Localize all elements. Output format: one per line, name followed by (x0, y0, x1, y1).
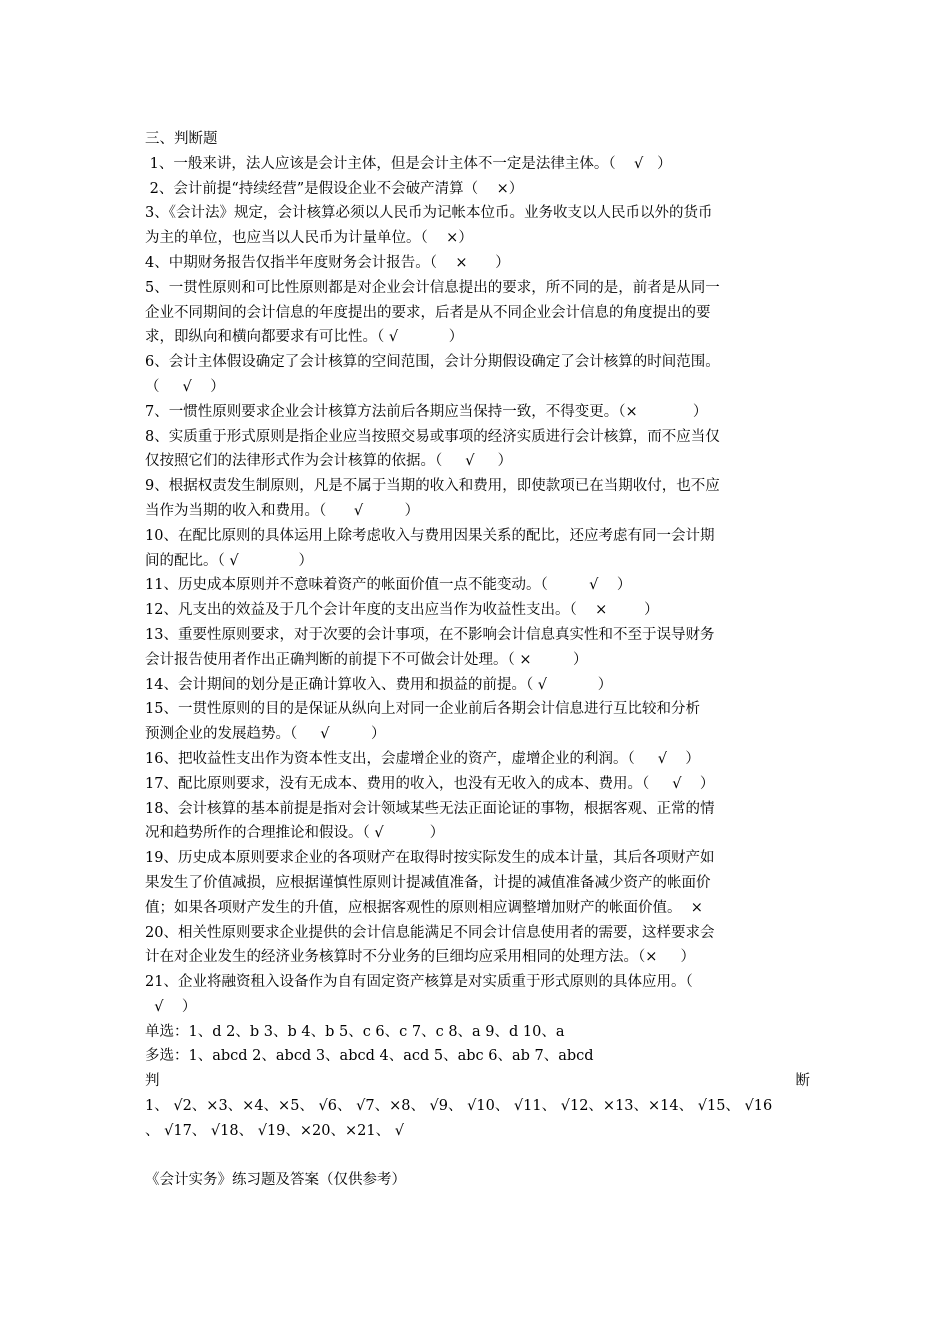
judge-answers-line-1: 1、 √2、×3、×4、×5、 √6、 √7、×8、 √9、 √10、 √11、 √12、×13、×14、 √15、 √16 (145, 1098, 773, 1115)
judge-split-heading (145, 1069, 810, 1094)
text-line: 4、中期财务报告仅指半年度财务会计报告。（ × ） (145, 254, 510, 271)
text-line: 13、重要性原则要求，对于次要的会计事项，在不影响会计信息真实性和不至于误导财务 (145, 626, 715, 643)
text-line: 15、一贯性原则的目的是保证从纵向上对同一企业前后各期会计信息进行互比较和分析 (145, 701, 700, 718)
text-line: 预测企业的发展趋势。（ √ ） (145, 726, 386, 743)
text-line: 3、《会计法》规定，会计核算必须以人民币为记帐本位币。业务收支以人民币以外的货币 (145, 205, 713, 222)
text-line: 为主的单位，也应当以人民币为计量单位。（ ×） (145, 230, 473, 247)
text-line: 企业不同期间的会计信息的年度提出的要求，后者是从不同企业会计信息的角度提出的要 (145, 304, 711, 321)
footer-title: 《会计实务》练习题及答案（仅供参考） (145, 1172, 406, 1189)
text-line: 18、会计核算的基本前提是指对会计领域某些无法正面论证的事物，根据客观、正常的情 (145, 800, 715, 817)
text-line: 9、根据权责发生制原则，凡是不属于当期的收入和费用，即使款项已在当期收付，也不应 (145, 478, 720, 495)
text-line: 多选：1、abcd 2、abcd 3、abcd 4、acd 5、abc 6、ab 7、abcd (145, 1048, 594, 1065)
text-line: 14、会计期间的划分是正确计算收入、费用和损益的前提。（ √ ） (145, 676, 613, 693)
text-line: 1、一般来讲，法人应该是会计主体，但是会计主体不一定是法律主体。（ √ ） (145, 155, 672, 172)
question-lines (145, 152, 810, 1069)
text-line: 11、历史成本原则并不意味着资产的帐面价值一点不能变动。（ √ ） (145, 577, 632, 594)
text-line: 值；如果各项财产发生的升值，应根据客观性的原则相应调整增加财产的帐面价值。 × (145, 899, 703, 916)
answer-text-block (145, 127, 810, 1193)
text-line: 单选：1、d 2、b 3、b 4、b 5、c 6、c 7、c 8、a 9、d 10、a (145, 1023, 565, 1040)
text-line: 16、把收益性支出作为资本性支出，会虚增企业的资产，虚增企业的利润。（ √ ） (145, 750, 700, 767)
text-line: 5、一贯性原则和可比性原则都是对企业会计信息提出的要求，所不同的是，前者是从同一 (145, 279, 720, 296)
text-line: 仅按照它们的法律形式作为会计核算的依据。（ √ ） (145, 453, 513, 470)
text-line: 8、实质重于形式原则是指企业应当按照交易或事项的经济实质进行会计核算，而不应当仅 (145, 428, 720, 445)
text-line: 19、历史成本原则要求企业的各项财产在取得时按实际发生的成本计量，其后各项财产如 (145, 850, 715, 867)
text-line: 当作为当期的收入和费用。（ √ ） (145, 502, 420, 519)
text-line: 会计报告使用者作出正确判断的前提下不可做会计处理。（ × ） (145, 651, 588, 668)
judge-left-char: 判 (145, 1073, 160, 1090)
text-line: 况和趋势所作的合理推论和假设。（ √ ） (145, 825, 445, 842)
text-line: 10、在配比原则的具体运用上除考虑收入与费用因果关系的配比，还应考虑有同一会计期 (145, 527, 715, 544)
text-line: 计在对企业发生的经济业务核算时不分业务的巨细均应采用相同的处理方法。（× ） (145, 949, 695, 966)
text-line: 果发生了价值减损，应根据谨慎性原则计提减值准备，计提的减值准备减少资产的帐面价 (145, 874, 711, 891)
judge-answers-line-2: 、 √17、 √18、 √19、×20、×21、 √ (145, 1122, 404, 1139)
text-line: 求，即纵向和横向都要求有可比性。（ √ ） (145, 329, 464, 346)
text-line: 2、会计前提“持续经营”是假设企业不会破产清算（ ×） (145, 180, 524, 197)
blank-line (145, 1144, 810, 1169)
text-line: 6、会计主体假设确定了会计核算的空间范围，会计分期假设确定了会计核算的时间范围。 (145, 354, 720, 371)
text-line: √ ） (145, 998, 197, 1015)
text-line: 20、相关性原则要求企业提供的会计信息能满足不同会计信息使用者的需要，这样要求会 (145, 924, 715, 941)
text-line: 17、配比原则要求，没有无成本、费用的收入，也没有无收入的成本、费用。（ √ ） (145, 775, 715, 792)
judge-right-char: 断 (795, 1073, 810, 1090)
text-line: 间的配比。（ √ ） (145, 552, 314, 569)
text-line: 7、一惯性原则要求企业会计核算方法前后各期应当保持一致，不得变更。（× ） (145, 403, 708, 420)
text-line: （ √ ） (145, 378, 225, 395)
text-line: 12、凡支出的效益及于几个会计年度的支出应当作为收益性支出。（ × ） (145, 602, 659, 619)
text-line: 21、企业将融资租入设备作为自有固定资产核算是对实质重于形式原则的具体应用。（ (145, 974, 693, 991)
section-title: 三、判断题 (145, 131, 218, 147)
